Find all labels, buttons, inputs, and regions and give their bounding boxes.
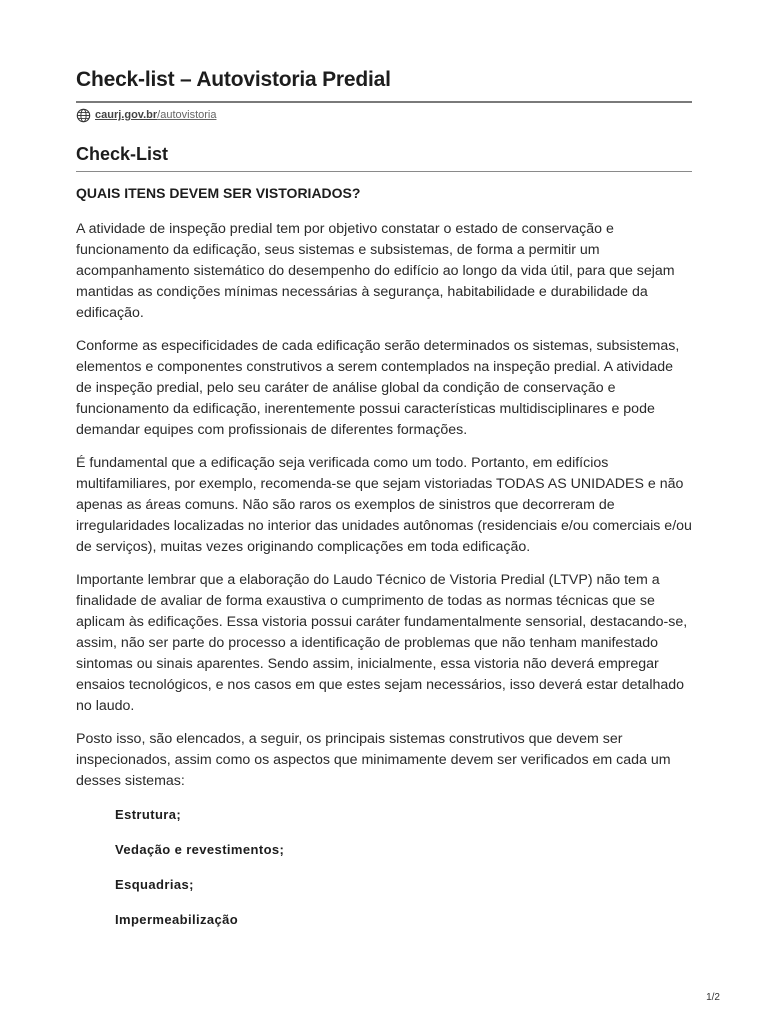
section-divider — [76, 171, 692, 172]
list-item: Estrutura; — [115, 807, 182, 822]
section-title: Check-List — [76, 144, 169, 164]
list-item: Vedação e revestimentos; — [115, 842, 285, 857]
source-domain[interactable]: caurj.gov.br — [95, 109, 158, 121]
source-path[interactable]: /autovistoria — [157, 109, 217, 121]
document-body — [76, 183, 692, 946]
list-item: Impermeabilização — [115, 912, 239, 927]
globe-icon — [76, 108, 91, 123]
paragraph: Posto isso, são elencados, a seguir, os principais sistemas construtivos que devem ser inspecionados, assim como os aspectos que minimamente devem ser verificados em cada um desses sistemas: — [76, 731, 671, 789]
source-link[interactable] — [76, 106, 216, 124]
title-divider — [76, 101, 692, 103]
question-heading: QUAIS ITENS DEVEM SER VISTORIADOS? — [76, 185, 361, 201]
paragraph: Conforme as especificidades de cada edificação serão determinados os sistemas, subsistemas, elementos e componentes construtivos a serem contemplados na inspeção predial. A atividade de inspeção predial, pelo seu caráter de análise global da condição de conservação e funcionamento da edificação, inerentemente possui características multidisciplinares e pode demandar equipes com profissionais de diferentes formações. — [76, 338, 680, 438]
paragraph: Importante lembrar que a elaboração do Laudo Técnico de Vistoria Predial (LTVP) não tem a finalidade de avaliar de forma exaustiva o cumprimento de todas as normas técnicas que se aplicam às edificações. Essa vistoria possui caráter fundamentalmente sensorial, destacando-se, assim, não ser parte do processo a identificação de problemas que não tenham manifestado sintomas ou sinais aparentes. Sendo assim, inicialmente, essa vistoria não deverá empregar ensaios tecnológicos, e nos casos em que estes sejam necessários, isso deverá estar detalhado no laudo. — [76, 572, 688, 714]
document-title: Check-list – Autovistoria Predial — [76, 68, 391, 91]
page-number: 1/2 — [706, 992, 720, 1003]
paragraph: A atividade de inspeção predial tem por objetivo constatar o estado de conservação e funcionamento da edificação, seus sistemas e subsistemas, de forma a permitir um acompanhamento sistemático do desempenho do edifício ao longo da vida útil, para que sejam mantidas as condições mínimas necessárias à segurança, habitabilidade e durabilidade da edificação. — [76, 221, 675, 321]
paragraph: É fundamental que a edificação seja verificada como um todo. Portanto, em edifícios multifamiliares, por exemplo, recomenda-se que sejam vistoriadas TODAS AS UNIDADES e não apenas as áreas comuns. Não são raros os exemplos de sinistros que decorreram de irregularidades localizadas no interior das unidades autônomas (residenciais e/ou comerciais e/ou de serviços), muitas vezes originando complicações em toda edificação. — [76, 455, 692, 555]
list-item: Esquadrias; — [115, 877, 194, 892]
systems-list — [76, 806, 692, 929]
